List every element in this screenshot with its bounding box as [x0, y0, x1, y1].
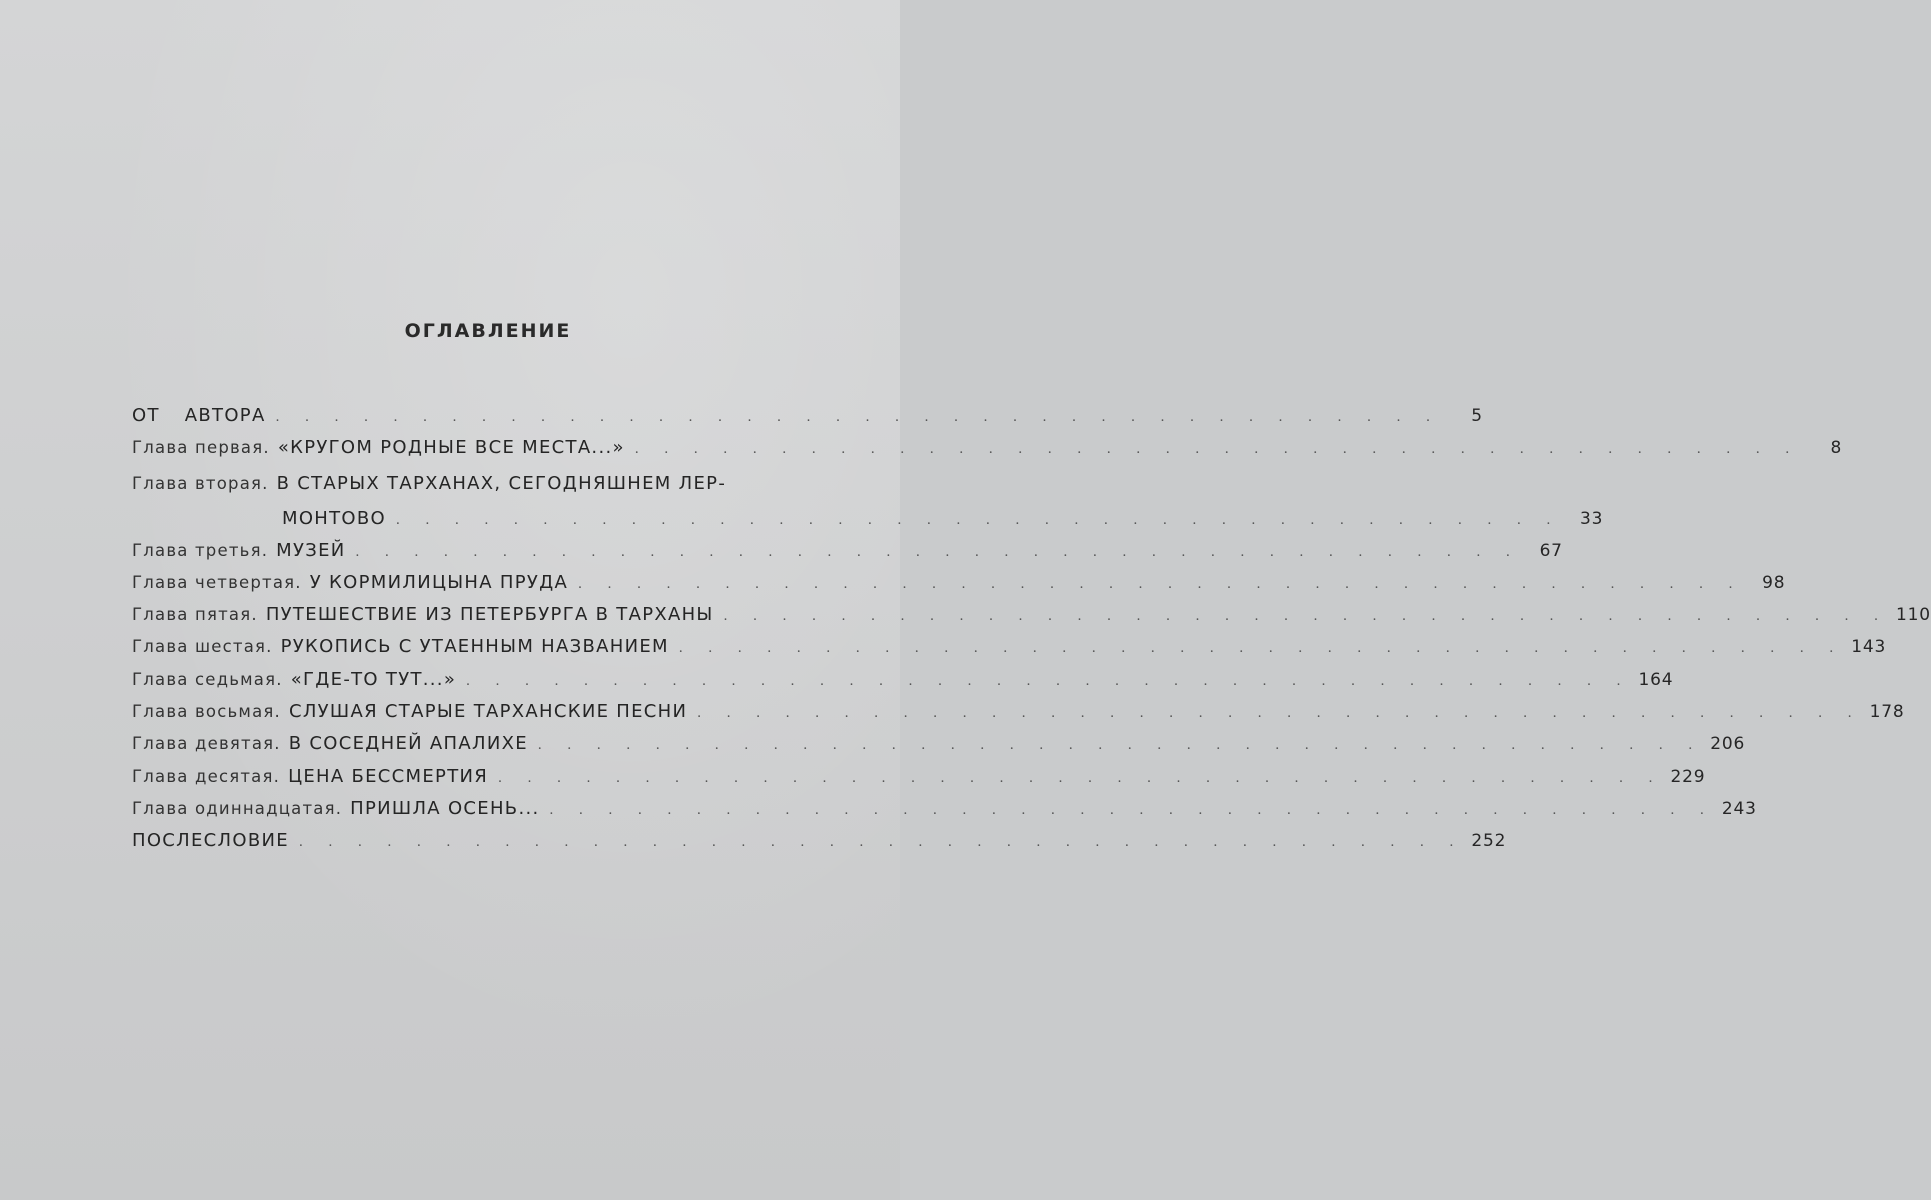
chapter-title: «КРУГОМ РОДНЫЕ ВСЕ МЕСТА...» — [277, 437, 625, 459]
page-number: 33 — [1580, 508, 1604, 529]
chapter-prefix: Глава шестая. — [132, 637, 273, 657]
chapter-prefix: Глава одиннадцатая. — [132, 798, 343, 818]
dot-leader: . . . . . . . . . . . . . . . . . . . . . . . . . . . . . . . . . . . . . . . . — [697, 705, 1863, 722]
page-number: 229 — [1670, 766, 1706, 787]
dot-leader: . . . . . . . . . . . . . . . . . . . . . . . . . . . . . . . . . . . . . . . . — [578, 575, 1744, 592]
dot-leader: . . . . . . . . . . . . . . . . . . . . . . . . . . . . . . . . . . . . . . . . — [678, 640, 1845, 657]
chapter-title: МУЗЕЙ — [276, 539, 346, 561]
dot-leader: . . . . . . . . . . . . . . . . . . . . . . . . . . . . . . . . . . . . . . . . — [634, 441, 1801, 458]
chapter-title: «ГДЕ-ТО ТУТ...» — [290, 668, 457, 690]
chapter-title: ЦЕНА БЕССМЕРТИЯ — [288, 765, 489, 787]
page-number: 98 — [1762, 572, 1786, 593]
toc-entry-chapter-8 — [132, 696, 1905, 728]
page-number: 8 — [1830, 438, 1843, 459]
toc-list — [132, 400, 1931, 858]
chapter-prefix: Глава вторая. — [132, 473, 269, 493]
chapter-prefix: Глава пятая. — [132, 605, 258, 625]
chapter-prefix: Глава третья. — [132, 540, 269, 560]
toc-entry-chapter-1 — [132, 432, 1843, 464]
chapter-title: ПРИШЛА ОСЕНЬ... — [350, 797, 540, 819]
chapter-prefix: Глава седьмая. — [132, 669, 283, 689]
page-number: 206 — [1710, 734, 1746, 755]
dot-leader: . . . . . . . . . . . . . . . . . . . . . . . . . . . . . . . . . . . . . . . . — [396, 511, 1562, 528]
page-number: 110 — [1896, 605, 1931, 626]
toc-entry-chapter-3 — [132, 535, 1563, 567]
page-number: 164 — [1638, 669, 1674, 690]
dot-leader: . . . . . . . . . . . . . . . . . . . . . . . . . . . . . . . . . . . . . . . . — [466, 672, 1632, 689]
toc-entry-afterword — [132, 825, 1507, 857]
page-number: 67 — [1539, 540, 1563, 561]
dot-leader: . . . . . . . . . . . . . . . . . . . . . . . . . . . . . . . . . . . . . . . . — [549, 801, 1715, 818]
dot-leader: . . . . . . . . . . . . . . . . . . . . . . . . . . . . . . . . . . . . . . . . — [275, 409, 1441, 425]
chapter-prefix: Глава первая. — [132, 438, 270, 458]
dot-leader: . . . . . . . . . . . . . . . . . . . . . . . . . . . . . . . . . . . . . . . . — [498, 769, 1664, 786]
chapter-title: РУКОПИСЬ С УТАЕННЫМ НАЗВАНИЕМ — [280, 636, 669, 658]
toc-heading: ОГЛАВЛЕНИЕ — [404, 320, 572, 342]
dot-leader: . . . . . . . . . . . . . . . . . . . . . . . . . . . . . . . . . . . . . . . . — [355, 543, 1521, 560]
dot-leader: . . . . . . . . . . . . . . . . . . . . . . . . . . . . . . . . . . . . . . . . — [723, 608, 1889, 625]
toc-entry-chapter-11 — [132, 793, 1757, 825]
chapter-title: В СТАРЫХ ТАРХАНАХ, СЕГОДНЯШНЕМ ЛЕР- — [276, 472, 727, 494]
chapter-title: В СОСЕДНЕЙ АПАЛИХЕ — [288, 733, 528, 755]
entry-label: ОТ АВТОРА — [132, 405, 266, 426]
chapter-prefix: Глава девятая. — [132, 734, 281, 754]
toc-entry-chapter-2 — [132, 465, 1604, 535]
chapter-prefix: Глава четвертая. — [132, 572, 302, 592]
dot-leader: . . . . . . . . . . . . . . . . . . . . . . . . . . . . . . . . . . . . . . . . — [298, 834, 1465, 851]
page-number: 5 — [1471, 406, 1483, 426]
toc-entry-chapter-5 — [132, 599, 1931, 631]
toc-entry-chapter-7 — [132, 664, 1674, 696]
toc-entry-chapter-4 — [132, 567, 1786, 599]
chapter-title: СЛУШАЯ СТАРЫЕ ТАРХАНСКИЕ ПЕСНИ — [288, 701, 688, 723]
chapter-title-continuation: МОНТОВО — [282, 507, 387, 529]
toc-entry-chapter-6 — [132, 631, 1887, 663]
page-number: 143 — [1851, 637, 1887, 658]
page-number: 243 — [1721, 798, 1757, 819]
chapter-prefix: Глава десятая. — [132, 766, 281, 786]
toc-entry-chapter-9 — [132, 728, 1746, 760]
chapter-title: ПУТЕШЕСТВИЕ ИЗ ПЕТЕРБУРГА В ТАРХАНЫ — [265, 604, 714, 626]
toc-entry-foreword — [132, 400, 1483, 432]
page-number: 252 — [1471, 831, 1507, 852]
toc-entry-chapter-10 — [132, 761, 1706, 793]
entry-label: ПОСЛЕСЛОВИЕ — [132, 830, 289, 852]
chapter-prefix: Глава восьмая. — [132, 702, 281, 722]
dot-leader: . . . . . . . . . . . . . . . . . . . . . . . . . . . . . . . . . . . . . . . . — [537, 737, 1704, 754]
page-number: 178 — [1869, 702, 1905, 723]
chapter-title: У КОРМИЛИЦЫНА ПРУДА — [309, 571, 569, 593]
